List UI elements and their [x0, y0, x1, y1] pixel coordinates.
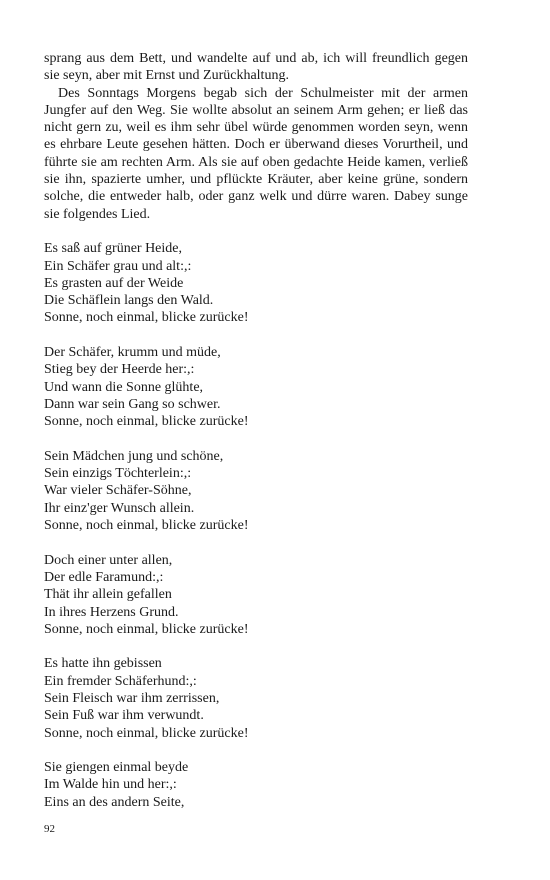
poem-line: Ein Schäfer grau und alt:,:	[44, 258, 192, 274]
poem-refrain: Sonne, noch einmal, blicke zurücke!	[44, 414, 249, 430]
poem-refrain: Sonne, noch einmal, blicke zurücke!	[44, 725, 249, 741]
prose-section	[44, 50, 468, 223]
poem-refrain: Sonne, noch einmal, blicke zurücke!	[44, 518, 249, 534]
poem-refrain: Sonne, noch einmal, blicke zurücke!	[44, 621, 249, 637]
poem-line: Es hatte ihn gebissen	[44, 656, 162, 672]
poem-stanza-5	[44, 655, 468, 741]
poem-line: Die Schäflein langs den Wald.	[44, 293, 214, 309]
poem-line: Sein Fleisch war ihm zerrissen,	[44, 690, 220, 706]
poem-line: Im Walde hin und her:,:	[44, 777, 177, 793]
poem-line: Sein Fuß war ihm verwundt.	[44, 708, 204, 724]
poem-stanza-1	[44, 240, 468, 326]
poem-line: Dann war sein Gang so schwer.	[44, 396, 221, 412]
poem-stanza-4	[44, 552, 468, 638]
poem-line: Der edle Faramund:,:	[44, 569, 164, 585]
poem-line: Es saß auf grüner Heide,	[44, 241, 183, 257]
poem-stanza-3	[44, 448, 468, 534]
poem-line: Ein fremder Schäferhund:,:	[44, 673, 197, 689]
prose-paragraph-2: Des Sonntags Morgens begab sich der Schulmeister mit der armen Jungfer auf den Weg. Sie wollte absolut an seinem Arm gehen; er ließ das nicht gern zu, weil es ihm sehr übel würde genommen worden seyn, wenn es ehrbare Leute gesehen hätten. Doch er überwand dieses Vorurtheil, und führte sie am rechten Arm. Als sie auf oben gedachte Heide kamen, verließ sie ihn, spazierte umher, und pflückte Kräuter, aber keine grüne, sondern solche, die entweder halb, oder ganz welk und dürre waren. Dabey sunge sie folgendes Lied.	[44, 85, 468, 222]
poem-stanza-6	[44, 759, 468, 811]
poem-line: Und wann die Sonne glühte,	[44, 379, 204, 395]
page-number: 92	[44, 823, 55, 835]
poem-line: Sein Mädchen jung und schöne,	[44, 448, 224, 464]
poem-line: War vieler Schäfer-Söhne,	[44, 483, 192, 499]
poem-line: Es grasten auf der Weide	[44, 275, 184, 291]
poem-line: Stieg bey der Heerde her:,:	[44, 362, 195, 378]
poem-line: Sie giengen einmal beyde	[44, 760, 189, 776]
poem-line: In ihres Herzens Grund.	[44, 604, 179, 620]
poem-line: Doch einer unter allen,	[44, 552, 173, 568]
prose-paragraph-1: sprang aus dem Bett, und wandelte auf und ab, ich will freundlich gegen sie seyn, aber mit Ernst und Zurückhaltung.	[44, 51, 468, 84]
poem-line: Eins an des andern Seite,	[44, 794, 185, 810]
poem-line: Thät ihr allein gefallen	[44, 587, 172, 603]
poem-stanza-2	[44, 344, 468, 430]
poem-line: Sein einzigs Töchterlein:,:	[44, 466, 192, 482]
poem-refrain: Sonne, noch einmal, blicke zurücke!	[44, 310, 249, 326]
page-body	[44, 50, 468, 811]
poem-line: Der Schäfer, krumm und müde,	[44, 345, 221, 361]
poem-line: Ihr einz'ger Wunsch allein.	[44, 500, 195, 516]
